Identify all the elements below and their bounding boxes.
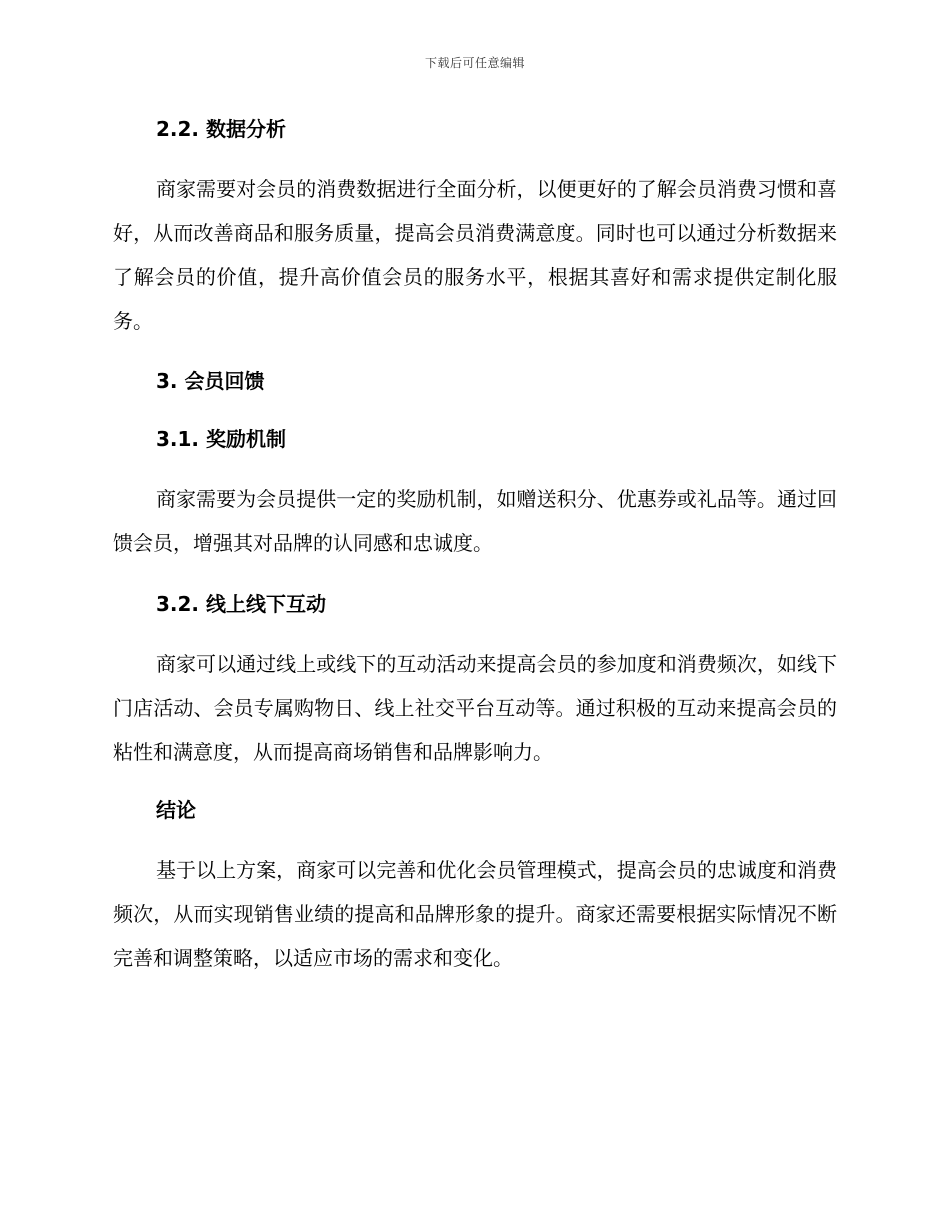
conclusion-heading: 结论	[156, 798, 196, 822]
section-heading-3: 3. 会员回馈	[156, 369, 265, 393]
section-paragraph-3-1: 商家需要为会员提供一定的奖励机制，如赠送积分、优惠券或礼品等。通过回馈会员，增强其对品牌的认同感和忠诚度。	[113, 487, 837, 555]
section-paragraph-3-2: 商家可以通过线上或线下的互动活动来提高会员的参加度和消费频次，如线下门店活动、会员专属购物日、线上社交平台互动等。通过积极的互动来提高会员的粘性和满意度，从而提高商场销售和品牌影响力。	[113, 652, 837, 764]
section-heading-3-1: 3.1. 奖励机制	[156, 427, 286, 451]
conclusion-paragraph: 基于以上方案，商家可以完善和优化会员管理模式，提高会员的忠诚度和消费频次，从而实现销售业绩的提高和品牌形象的提升。商家还需要根据实际情况不断完善和调整策略，以适应市场的需求和变化。	[113, 858, 837, 970]
section-paragraph-2-2: 商家需要对会员的消费数据进行全面分析，以便更好的了解会员消费习惯和喜好，从而改善商品和服务质量，提高会员消费满意度。同时也可以通过分析数据来了解会员的价值，提升高价值会员的服务水平，根据其喜好和需求提供定制化服务。	[113, 177, 837, 333]
section-heading-2-2: 2.2. 数据分析	[156, 117, 286, 141]
section-heading-3-2: 3.2. 线上线下互动	[156, 592, 326, 616]
page-header-note: 下载后可任意编辑	[424, 56, 525, 70]
document-body	[113, 113, 837, 980]
